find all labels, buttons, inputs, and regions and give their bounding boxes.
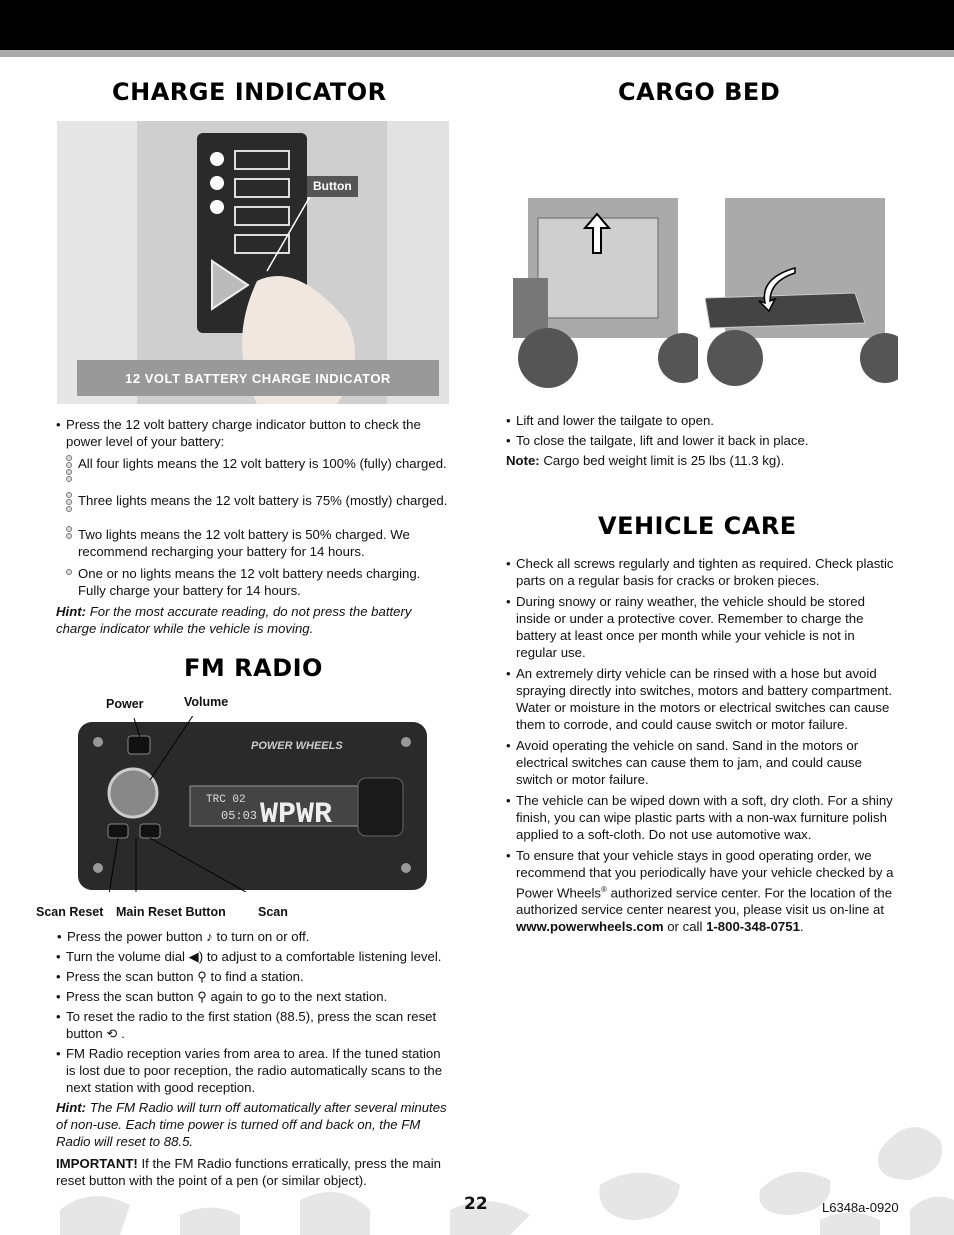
cargo-bullet-1: • Lift and lower the tailgate to open. [506, 412, 901, 429]
vehicle-care-text [506, 555, 898, 938]
button-callout: Button [307, 176, 358, 197]
display-time: 05:03 [221, 809, 258, 823]
radio-brand: POWER WHEELS [251, 740, 343, 752]
care-bullet-6-text-a: To ensure that your vehicle stays in good operating order, we recommend that you periodically have your vehicle checked by a Power Wheels [516, 848, 894, 901]
charge-hint-label: Hint: [56, 604, 87, 619]
radio-important [56, 1155, 451, 1189]
header-stripe [0, 50, 954, 57]
charge-indicator-heading: CHARGE INDICATOR [112, 78, 387, 106]
cargo-note-label: Note: [506, 453, 540, 468]
fm-radio-text [56, 928, 451, 1189]
cargo-bed-photo-open [508, 128, 698, 396]
vehicle-care-heading: VEHICLE CARE [598, 512, 797, 540]
radio-hint [56, 1099, 451, 1150]
scan-reset-icon: ⟲ [106, 1026, 118, 1041]
radio-bullet-reset-pre: To reset the radio to the first station (88.5), press the scan reset button [66, 1009, 437, 1041]
page-number: 22 [464, 1194, 488, 1214]
scan-icon: ⚲ [197, 969, 207, 984]
charge-level-4 [56, 455, 451, 472]
radio-important-label: IMPORTANT! [56, 1156, 138, 1171]
charge-level-2 [56, 526, 451, 560]
radio-bullet-scan-pre: Press the scan button [66, 969, 198, 984]
radio-hint-label: Hint: [56, 1100, 87, 1115]
radio-bullet-power-post: to turn on or off. [212, 929, 310, 944]
power-label: Power [106, 697, 144, 711]
radio-important-text: If the FM Radio functions erratically, press the main reset button with the point of a pen (or similar object). [56, 1156, 441, 1188]
four-lights-icon [66, 455, 72, 482]
display-main: WPWR [260, 798, 333, 832]
volume-label: Volume [184, 695, 229, 709]
radio-bullet-power [57, 928, 451, 945]
charge-level-3-text: Three lights means the 12 volt battery is 75% (mostly) charged. [78, 493, 448, 508]
care-bullet-6-text-b: authorized service center. For the location of the authorized service center nearest you, please visit us on-line at [516, 885, 893, 918]
registered-mark: ® [601, 885, 607, 894]
care-bullet-4: • Avoid operating the vehicle on sand. Sand in the motors or electrical switches can cause them to jam, and could cause switch or motor failure. [506, 737, 898, 788]
radio-bullet-reset [56, 1008, 451, 1042]
charge-intro: • Press the 12 volt battery charge indicator button to check the power level of your battery: [56, 416, 451, 450]
radio-reception: • FM Radio reception varies from area to area. If the tuned station is lost due to poor reception, the radio automatically scans to the next station with good reception. [56, 1045, 451, 1096]
care-bullet-3: • An extremely dirty vehicle can be rinsed with a hose but avoid spraying directly into switches, motors and battery compartment. Water or moisture in the motors or electrical switches can cause them to corrode, and could cause switch or motor failure. [506, 665, 898, 733]
charge-hint-text: For the most accurate reading, do not press the battery charge indicator while the vehicle is moving. [56, 604, 412, 636]
care-bullet-2: • During snowy or rainy weather, the vehicle should be stored inside or under a protective cover. Remember to charge the battery at least once per month while your vehicle is not in regular use. [506, 593, 898, 661]
radio-bullet-power-pre: Press the power button [67, 929, 207, 944]
cargo-bed-heading: CARGO BED [618, 78, 781, 106]
radio-bullet-scan [56, 968, 451, 985]
charge-indicator-text [56, 416, 451, 637]
scan-label: Scan [258, 905, 288, 919]
or-call-text: or call [663, 919, 707, 935]
scan-reset-label: Scan Reset [36, 905, 104, 919]
care-bullet-1: • Check all screws regularly and tighten as required. Check plastic parts on a regular basis for cracks or broken pieces. [506, 555, 898, 589]
care-period: . [799, 919, 804, 935]
cargo-bed-text [506, 412, 901, 469]
scan-icon: ⚲ [197, 989, 207, 1004]
tailgate-lower-illustration [705, 128, 898, 396]
cargo-note-text: Cargo bed weight limit is 25 lbs (11.3 kg). [543, 453, 785, 468]
phone-number: 1-800-348-0751 [706, 919, 800, 935]
fm-radio-illustration [78, 716, 428, 892]
radio-bullet-scan-next-pre: Press the scan button [66, 989, 198, 1004]
three-lights-icon [66, 492, 72, 512]
document-code: L6348a-0920 [822, 1200, 899, 1215]
radio-bullet-reset-post: . [117, 1026, 125, 1041]
radio-bullet-volume [56, 948, 451, 965]
cargo-bullet-2: • To close the tailgate, lift and lower it back in place. [506, 432, 901, 449]
volume-icon: ◀) [188, 949, 204, 964]
charge-photo-caption: 12 VOLT BATTERY CHARGE INDICATOR [77, 360, 439, 396]
radio-bullet-scan-next [56, 988, 451, 1005]
charge-hint [56, 603, 451, 637]
radio-bullet-scan-next-post: again to go to the next station. [206, 989, 388, 1004]
radio-bullet-scan-post: to find a station. [206, 969, 304, 984]
charge-level-1-text: One or no lights means the 12 volt battery needs charging. Fully charge your battery for 14 hours. [78, 566, 421, 598]
two-lights-icon [66, 526, 72, 539]
tailgate-lift-illustration [508, 128, 698, 396]
display-station: TRC 02 [206, 794, 246, 806]
radio-bullet-volume-pre: Turn the volume dial [66, 949, 189, 964]
care-bullet-5: • The vehicle can be wiped down with a soft, dry cloth. For a shiny finish, you can wipe plastic parts with a non-wax furniture polish applied to a soft-cloth. Do not use automotive wax. [506, 792, 898, 843]
main-reset-label: Main Reset Button [116, 905, 226, 919]
fm-radio-heading: FM RADIO [184, 654, 323, 682]
charge-level-4-text: All four lights means the 12 volt battery is 100% (fully) charged. [78, 456, 447, 471]
cargo-note [506, 452, 901, 469]
charge-indicator-photo [57, 121, 449, 404]
one-light-icon [66, 569, 72, 575]
website-link[interactable]: www.powerwheels.com [516, 919, 664, 935]
radio-bullet-volume-post: to adjust to a comfortable listening level. [203, 949, 442, 964]
cargo-bed-photo-closed [705, 128, 898, 396]
header-bar [0, 0, 954, 50]
care-bullet-6 [506, 847, 898, 935]
charge-level-3 [56, 492, 451, 509]
power-icon: ♪ [206, 929, 213, 944]
charge-level-2-text: Two lights means the 12 volt battery is 50% charged. We recommend recharging your battery for 14 hours. [78, 527, 410, 559]
radio-hint-text: The FM Radio will turn off automatically after several minutes of non-use. Each time power is turned off and back on, the FM Radio will reset to 88.5. [56, 1100, 447, 1149]
charge-level-1 [56, 565, 451, 599]
